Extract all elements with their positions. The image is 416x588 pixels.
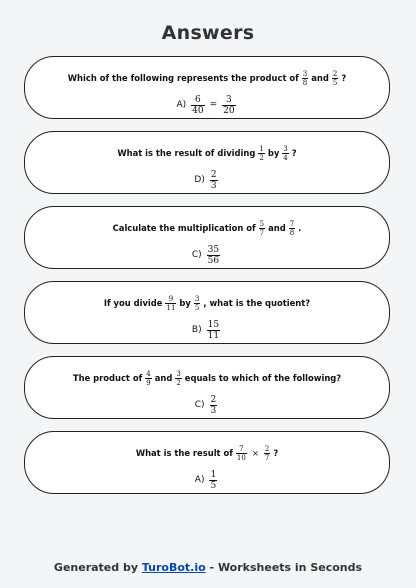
question-text [25, 67, 389, 89]
fraction-denominator: 7 [259, 228, 265, 237]
fraction-denominator: 3 [210, 180, 217, 191]
fraction-numerator: 15 [207, 319, 220, 330]
text-segment: ? [341, 73, 347, 83]
question-card-3 [24, 206, 390, 269]
fraction-numerator: 7 [289, 219, 295, 228]
footer [0, 561, 416, 574]
question-text [25, 292, 389, 314]
page-title: Answers [161, 22, 255, 44]
fraction-denominator: 10 [236, 453, 246, 462]
answer-letter: D) [194, 175, 205, 185]
fraction-denominator: 20 [223, 105, 235, 116]
fraction-numerator: 5 [259, 219, 265, 228]
fraction [191, 95, 204, 116]
question-text [25, 142, 389, 164]
fraction [207, 320, 220, 341]
answer-letter: A) [176, 100, 187, 110]
fraction-denominator: 40 [192, 105, 204, 116]
text-segment: The product of [72, 373, 143, 383]
fraction [209, 470, 217, 491]
fraction-denominator: 5 [332, 78, 338, 87]
fraction-denominator: 7 [264, 453, 270, 462]
text-segment: Calculate the multiplication of [112, 223, 256, 233]
fraction [302, 70, 308, 87]
fraction-numerator: 3 [283, 144, 288, 153]
footer-suffix: - Worksheets in Seconds [209, 561, 363, 574]
question-card-5 [24, 356, 390, 419]
text-segment: and [268, 223, 286, 233]
fraction [210, 395, 218, 416]
text-segment: , what is the quotient? [203, 298, 311, 308]
fraction [222, 95, 235, 116]
fraction-numerator: 3 [302, 69, 308, 78]
answer-letter: B) [191, 325, 202, 335]
answer-letter: C) [191, 250, 202, 260]
answer-text [25, 243, 389, 267]
answer-letter: C) [194, 400, 205, 410]
question-card-4 [24, 281, 390, 344]
fraction-numerator: 1 [210, 469, 217, 480]
text-segment: equals to which of the following? [184, 373, 342, 383]
fraction-denominator: 11 [166, 303, 176, 312]
answer-text [25, 393, 389, 417]
fraction-numerator: 2 [210, 394, 217, 405]
text-segment: Which of the following represents the product of [67, 73, 299, 83]
fraction-denominator: 11 [207, 330, 220, 341]
fraction-denominator: 8 [302, 78, 308, 87]
fraction-denominator: 2 [259, 153, 264, 162]
fraction [258, 145, 264, 162]
text-segment: by [267, 148, 280, 158]
fraction-numerator: 3 [194, 294, 200, 303]
text-segment: What is the result of dividing [117, 148, 256, 158]
answer-text [25, 93, 389, 117]
fraction-numerator: 2 [264, 444, 270, 453]
answer-text [25, 468, 389, 492]
fraction [282, 145, 288, 162]
fraction-denominator: 4 [283, 153, 288, 162]
fraction-numerator: 35 [207, 244, 220, 255]
turobot-link[interactable]: TuroBot.io [141, 561, 206, 574]
fraction [165, 295, 176, 312]
question-card-2 [24, 131, 390, 194]
fraction [332, 70, 338, 87]
fraction-numerator: 2 [332, 69, 338, 78]
text-segment: If you divide [103, 298, 163, 308]
text-segment: ? [291, 148, 297, 158]
question-text [25, 442, 389, 464]
math-operator: × [251, 448, 259, 458]
fraction-numerator: 6 [194, 94, 201, 105]
text-segment: and [311, 73, 329, 83]
answer-letter: A) [194, 475, 205, 485]
text-segment: and [154, 373, 173, 383]
question-card-1 [24, 56, 390, 119]
text-segment: What is the result of [135, 448, 233, 458]
fraction-numerator: 3 [225, 94, 232, 105]
fraction-denominator: 5 [210, 480, 217, 491]
question-card-6 [24, 431, 390, 494]
fraction [289, 220, 295, 237]
fraction [210, 170, 218, 191]
fraction-denominator: 8 [289, 228, 295, 237]
fraction [236, 445, 247, 462]
question-text [25, 217, 389, 239]
fraction-denominator: 56 [207, 255, 220, 266]
fraction [264, 445, 270, 462]
answer-text [25, 168, 389, 192]
fraction [207, 245, 220, 266]
fraction-denominator: 2 [176, 378, 181, 387]
fraction [175, 370, 181, 387]
fraction-numerator: 4 [146, 369, 151, 378]
text-segment: . [298, 223, 302, 233]
question-text [25, 367, 389, 389]
text-segment: by [179, 298, 191, 308]
answer-text [25, 318, 389, 342]
fraction-numerator: 1 [259, 144, 264, 153]
fraction-numerator: 3 [176, 369, 181, 378]
fraction-numerator: 7 [239, 444, 244, 453]
fraction-denominator: 3 [210, 405, 217, 416]
footer-prefix: Generated by [53, 561, 139, 574]
fraction [194, 295, 200, 312]
fraction [145, 370, 151, 387]
fraction [259, 220, 265, 237]
fraction-numerator: 9 [168, 294, 174, 303]
fraction-denominator: 9 [146, 378, 151, 387]
fraction-denominator: 5 [194, 303, 200, 312]
text-segment: ? [273, 448, 279, 458]
fraction-numerator: 2 [210, 169, 217, 180]
math-operator: = [209, 100, 218, 110]
